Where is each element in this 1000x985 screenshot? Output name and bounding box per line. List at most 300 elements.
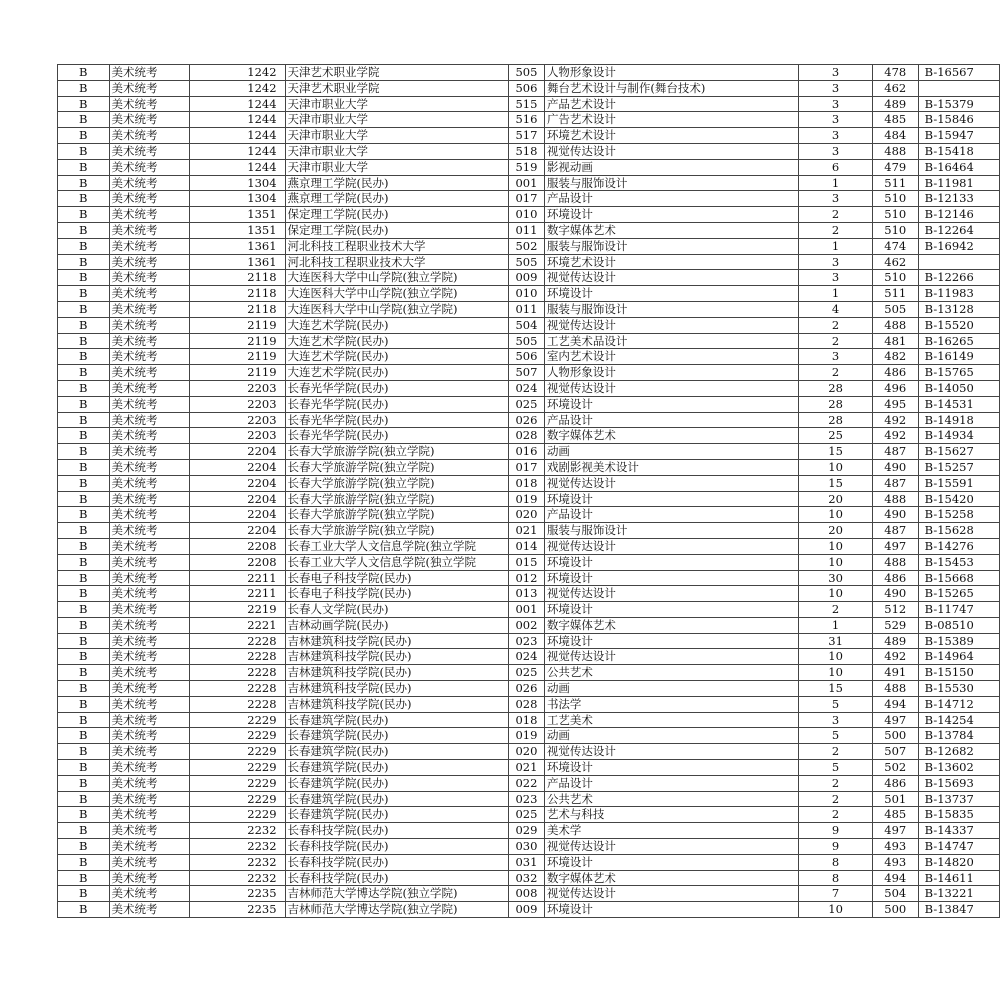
batch-cell: B [58, 570, 110, 586]
table-row [58, 459, 1000, 475]
batch-cell: B [58, 586, 110, 602]
plan-count-cell: 5 [799, 696, 873, 712]
table-row [58, 649, 1000, 665]
table-row [58, 238, 1000, 254]
batch-cell: B [58, 175, 110, 191]
school-code-cell: 2229 [190, 775, 286, 791]
major-code-cell: 017 [509, 191, 545, 207]
school-name-cell: 长春科技学院(民办) [285, 839, 508, 855]
rank-cell: B-14050 [918, 380, 999, 396]
category-cell: 美术统考 [109, 665, 190, 681]
school-code-cell: 1244 [190, 159, 286, 175]
category-cell: 美术统考 [109, 491, 190, 507]
major-code-cell: 020 [509, 744, 545, 760]
batch-cell: B [58, 475, 110, 491]
category-cell: 美术统考 [109, 254, 190, 270]
school-code-cell: 2204 [190, 507, 286, 523]
table-row [58, 712, 1000, 728]
school-code-cell: 2204 [190, 523, 286, 539]
category-cell: 美术统考 [109, 222, 190, 238]
major-code-cell: 009 [509, 270, 545, 286]
rank-cell: B-14712 [918, 696, 999, 712]
category-cell: 美术统考 [109, 475, 190, 491]
batch-cell: B [58, 365, 110, 381]
plan-count-cell: 2 [799, 317, 873, 333]
major-name-cell: 环境设计 [544, 491, 798, 507]
table-row [58, 396, 1000, 412]
major-code-cell: 001 [509, 602, 545, 618]
major-code-cell: 011 [509, 301, 545, 317]
batch-cell: B [58, 207, 110, 223]
category-cell: 美术统考 [109, 143, 190, 159]
school-name-cell: 河北科技工程职业技术大学 [285, 254, 508, 270]
school-code-cell: 2204 [190, 491, 286, 507]
school-name-cell: 吉林建筑科技学院(民办) [285, 649, 508, 665]
table-row [58, 270, 1000, 286]
school-code-cell: 1242 [190, 65, 286, 81]
table-row [58, 617, 1000, 633]
category-cell: 美术统考 [109, 791, 190, 807]
batch-cell: B [58, 128, 110, 144]
batch-cell: B [58, 396, 110, 412]
school-name-cell: 长春电子科技学院(民办) [285, 570, 508, 586]
table-row [58, 681, 1000, 697]
min-score-cell: 489 [872, 633, 918, 649]
min-score-cell: 493 [872, 854, 918, 870]
school-code-cell: 2211 [190, 586, 286, 602]
major-name-cell: 视觉传达设计 [544, 839, 798, 855]
major-name-cell: 产品设计 [544, 507, 798, 523]
category-cell: 美术统考 [109, 96, 190, 112]
school-code-cell: 2203 [190, 412, 286, 428]
category-cell: 美术统考 [109, 412, 190, 428]
category-cell: 美术统考 [109, 586, 190, 602]
school-code-cell: 2229 [190, 712, 286, 728]
min-score-cell: 511 [872, 286, 918, 302]
table-row [58, 523, 1000, 539]
school-code-cell: 1244 [190, 112, 286, 128]
category-cell: 美术统考 [109, 428, 190, 444]
plan-count-cell: 1 [799, 286, 873, 302]
major-name-cell: 视觉传达设计 [544, 380, 798, 396]
min-score-cell: 507 [872, 744, 918, 760]
rank-cell: B-13602 [918, 760, 999, 776]
school-code-cell: 2203 [190, 396, 286, 412]
school-code-cell: 2119 [190, 349, 286, 365]
school-name-cell: 河北科技工程职业技术大学 [285, 238, 508, 254]
min-score-cell: 511 [872, 175, 918, 191]
rank-cell: B-16942 [918, 238, 999, 254]
plan-count-cell: 8 [799, 870, 873, 886]
plan-count-cell: 3 [799, 65, 873, 81]
category-cell: 美术统考 [109, 633, 190, 649]
min-score-cell: 529 [872, 617, 918, 633]
major-code-cell: 001 [509, 175, 545, 191]
major-code-cell: 021 [509, 760, 545, 776]
school-code-cell: 1304 [190, 175, 286, 191]
table-row [58, 665, 1000, 681]
table-row [58, 365, 1000, 381]
major-name-cell: 视觉传达设计 [544, 143, 798, 159]
rank-cell: B-12682 [918, 744, 999, 760]
school-name-cell: 长春科技学院(民办) [285, 854, 508, 870]
category-cell: 美术统考 [109, 854, 190, 870]
major-name-cell: 工艺美术品设计 [544, 333, 798, 349]
school-name-cell: 保定理工学院(民办) [285, 207, 508, 223]
rank-cell: B-15265 [918, 586, 999, 602]
major-name-cell: 环境设计 [544, 570, 798, 586]
batch-cell: B [58, 65, 110, 81]
rank-cell [918, 80, 999, 96]
table-row [58, 128, 1000, 144]
major-name-cell: 视觉传达设计 [544, 538, 798, 554]
batch-cell: B [58, 96, 110, 112]
plan-count-cell: 10 [799, 507, 873, 523]
school-name-cell: 大连医科大学中山学院(独立学院) [285, 270, 508, 286]
min-score-cell: 490 [872, 507, 918, 523]
min-score-cell: 487 [872, 523, 918, 539]
plan-count-cell: 25 [799, 428, 873, 444]
school-code-cell: 2119 [190, 317, 286, 333]
category-cell: 美术统考 [109, 681, 190, 697]
school-code-cell: 2119 [190, 365, 286, 381]
major-name-cell: 视觉传达设计 [544, 886, 798, 902]
major-code-cell: 010 [509, 286, 545, 302]
school-name-cell: 吉林建筑科技学院(民办) [285, 633, 508, 649]
rank-cell: B-15453 [918, 554, 999, 570]
school-code-cell: 1361 [190, 238, 286, 254]
min-score-cell: 479 [872, 159, 918, 175]
min-score-cell: 489 [872, 96, 918, 112]
major-code-cell: 505 [509, 65, 545, 81]
batch-cell: B [58, 333, 110, 349]
min-score-cell: 486 [872, 775, 918, 791]
school-name-cell: 长春光华学院(民办) [285, 428, 508, 444]
major-name-cell: 环境设计 [544, 854, 798, 870]
min-score-cell: 488 [872, 491, 918, 507]
plan-count-cell: 10 [799, 554, 873, 570]
major-name-cell: 环境设计 [544, 602, 798, 618]
school-code-cell: 2229 [190, 791, 286, 807]
batch-cell: B [58, 791, 110, 807]
rank-cell: B-15627 [918, 444, 999, 460]
rank-cell: B-15258 [918, 507, 999, 523]
min-score-cell: 490 [872, 459, 918, 475]
rank-cell: B-14820 [918, 854, 999, 870]
min-score-cell: 496 [872, 380, 918, 396]
major-code-cell: 031 [509, 854, 545, 870]
school-code-cell: 2118 [190, 301, 286, 317]
school-name-cell: 天津市职业大学 [285, 112, 508, 128]
min-score-cell: 488 [872, 317, 918, 333]
table-row [58, 191, 1000, 207]
rank-cell: B-14531 [918, 396, 999, 412]
table-row [58, 570, 1000, 586]
category-cell: 美术统考 [109, 902, 190, 918]
school-name-cell: 吉林建筑科技学院(民办) [285, 681, 508, 697]
plan-count-cell: 9 [799, 823, 873, 839]
table-row [58, 807, 1000, 823]
plan-count-cell: 31 [799, 633, 873, 649]
major-name-cell: 影视动画 [544, 159, 798, 175]
table-row [58, 886, 1000, 902]
major-code-cell: 017 [509, 459, 545, 475]
plan-count-cell: 4 [799, 301, 873, 317]
school-name-cell: 大连艺术学院(民办) [285, 333, 508, 349]
min-score-cell: 510 [872, 207, 918, 223]
category-cell: 美术统考 [109, 65, 190, 81]
school-name-cell: 长春大学旅游学院(独立学院) [285, 444, 508, 460]
plan-count-cell: 28 [799, 396, 873, 412]
school-code-cell: 2211 [190, 570, 286, 586]
min-score-cell: 488 [872, 681, 918, 697]
rank-cell: B-13128 [918, 301, 999, 317]
batch-cell: B [58, 428, 110, 444]
min-score-cell: 497 [872, 823, 918, 839]
batch-cell: B [58, 491, 110, 507]
school-name-cell: 吉林动画学院(民办) [285, 617, 508, 633]
major-name-cell: 环境设计 [544, 633, 798, 649]
table-row [58, 65, 1000, 81]
category-cell: 美术统考 [109, 807, 190, 823]
major-name-cell: 动画 [544, 444, 798, 460]
min-score-cell: 505 [872, 301, 918, 317]
rank-cell: B-16567 [918, 65, 999, 81]
batch-cell: B [58, 301, 110, 317]
major-code-cell: 015 [509, 554, 545, 570]
school-code-cell: 2219 [190, 602, 286, 618]
major-code-cell: 022 [509, 775, 545, 791]
school-code-cell: 2203 [190, 380, 286, 396]
min-score-cell: 492 [872, 428, 918, 444]
table-row [58, 80, 1000, 96]
rank-cell: B-16149 [918, 349, 999, 365]
major-name-cell: 环境设计 [544, 207, 798, 223]
min-score-cell: 497 [872, 538, 918, 554]
major-name-cell: 广告艺术设计 [544, 112, 798, 128]
major-code-cell: 019 [509, 491, 545, 507]
major-code-cell: 025 [509, 665, 545, 681]
plan-count-cell: 3 [799, 112, 873, 128]
min-score-cell: 487 [872, 444, 918, 460]
table-row [58, 96, 1000, 112]
school-code-cell: 2204 [190, 459, 286, 475]
major-name-cell: 书法学 [544, 696, 798, 712]
school-code-cell: 2208 [190, 538, 286, 554]
category-cell: 美术统考 [109, 80, 190, 96]
major-code-cell: 026 [509, 681, 545, 697]
major-name-cell: 环境设计 [544, 760, 798, 776]
school-code-cell: 1361 [190, 254, 286, 270]
major-name-cell: 服装与服饰设计 [544, 175, 798, 191]
min-score-cell: 510 [872, 191, 918, 207]
major-name-cell: 服装与服饰设计 [544, 238, 798, 254]
batch-cell: B [58, 507, 110, 523]
plan-count-cell: 2 [799, 807, 873, 823]
rank-cell: B-16265 [918, 333, 999, 349]
plan-count-cell: 20 [799, 491, 873, 507]
plan-count-cell: 2 [799, 791, 873, 807]
major-code-cell: 024 [509, 649, 545, 665]
plan-count-cell: 3 [799, 191, 873, 207]
school-name-cell: 吉林建筑科技学院(民办) [285, 696, 508, 712]
school-code-cell: 2228 [190, 633, 286, 649]
plan-count-cell: 15 [799, 475, 873, 491]
batch-cell: B [58, 554, 110, 570]
table-row [58, 222, 1000, 238]
batch-cell: B [58, 744, 110, 760]
plan-count-cell: 15 [799, 444, 873, 460]
school-name-cell: 大连艺术学院(民办) [285, 349, 508, 365]
plan-count-cell: 1 [799, 175, 873, 191]
school-code-cell: 2208 [190, 554, 286, 570]
major-name-cell: 产品设计 [544, 775, 798, 791]
min-score-cell: 502 [872, 760, 918, 776]
table-row [58, 475, 1000, 491]
category-cell: 美术统考 [109, 301, 190, 317]
min-score-cell: 490 [872, 586, 918, 602]
major-code-cell: 013 [509, 586, 545, 602]
batch-cell: B [58, 728, 110, 744]
category-cell: 美术统考 [109, 270, 190, 286]
min-score-cell: 491 [872, 665, 918, 681]
category-cell: 美术统考 [109, 317, 190, 333]
school-name-cell: 长春光华学院(民办) [285, 412, 508, 428]
rank-cell: B-14918 [918, 412, 999, 428]
batch-cell: B [58, 349, 110, 365]
min-score-cell: 485 [872, 112, 918, 128]
major-code-cell: 515 [509, 96, 545, 112]
min-score-cell: 493 [872, 839, 918, 855]
major-name-cell: 人物形象设计 [544, 65, 798, 81]
plan-count-cell: 8 [799, 854, 873, 870]
major-name-cell: 戏剧影视美术设计 [544, 459, 798, 475]
rank-cell: B-14747 [918, 839, 999, 855]
table-row [58, 633, 1000, 649]
min-score-cell: 492 [872, 649, 918, 665]
table-row [58, 775, 1000, 791]
school-name-cell: 大连医科大学中山学院(独立学院) [285, 286, 508, 302]
table-row [58, 175, 1000, 191]
table-row [58, 254, 1000, 270]
school-name-cell: 长春电子科技学院(民办) [285, 586, 508, 602]
major-code-cell: 018 [509, 475, 545, 491]
major-code-cell: 506 [509, 349, 545, 365]
school-name-cell: 长春大学旅游学院(独立学院) [285, 523, 508, 539]
plan-count-cell: 2 [799, 744, 873, 760]
rank-cell: B-14934 [918, 428, 999, 444]
plan-count-cell: 3 [799, 143, 873, 159]
rank-cell: B-13784 [918, 728, 999, 744]
school-code-cell: 2228 [190, 696, 286, 712]
school-name-cell: 大连医科大学中山学院(独立学院) [285, 301, 508, 317]
rank-cell: B-15591 [918, 475, 999, 491]
rank-cell: B-15379 [918, 96, 999, 112]
plan-count-cell: 5 [799, 760, 873, 776]
min-score-cell: 510 [872, 222, 918, 238]
school-name-cell: 长春科技学院(民办) [285, 870, 508, 886]
min-score-cell: 501 [872, 791, 918, 807]
table-row [58, 839, 1000, 855]
major-name-cell: 动画 [544, 728, 798, 744]
school-name-cell: 长春科技学院(民办) [285, 823, 508, 839]
category-cell: 美术统考 [109, 396, 190, 412]
plan-count-cell: 2 [799, 775, 873, 791]
plan-count-cell: 28 [799, 380, 873, 396]
batch-cell: B [58, 191, 110, 207]
major-name-cell: 环境设计 [544, 554, 798, 570]
major-name-cell: 服装与服饰设计 [544, 523, 798, 539]
school-code-cell: 1242 [190, 80, 286, 96]
rank-cell: B-14254 [918, 712, 999, 728]
rank-cell: B-16464 [918, 159, 999, 175]
min-score-cell: 485 [872, 807, 918, 823]
major-code-cell: 032 [509, 870, 545, 886]
plan-count-cell: 28 [799, 412, 873, 428]
school-code-cell: 2235 [190, 886, 286, 902]
batch-cell: B [58, 617, 110, 633]
school-code-cell: 2204 [190, 475, 286, 491]
category-cell: 美术统考 [109, 839, 190, 855]
batch-cell: B [58, 523, 110, 539]
min-score-cell: 481 [872, 333, 918, 349]
school-code-cell: 2228 [190, 681, 286, 697]
admission-table [57, 64, 1000, 918]
school-code-cell: 2221 [190, 617, 286, 633]
batch-cell: B [58, 238, 110, 254]
batch-cell: B [58, 807, 110, 823]
major-code-cell: 009 [509, 902, 545, 918]
school-name-cell: 天津艺术职业学院 [285, 80, 508, 96]
major-code-cell: 502 [509, 238, 545, 254]
batch-cell: B [58, 902, 110, 918]
school-name-cell: 大连艺术学院(民办) [285, 365, 508, 381]
rank-cell: B-13847 [918, 902, 999, 918]
batch-cell: B [58, 254, 110, 270]
batch-cell: B [58, 870, 110, 886]
plan-count-cell: 1 [799, 617, 873, 633]
plan-count-cell: 2 [799, 222, 873, 238]
school-code-cell: 1244 [190, 128, 286, 144]
table-row [58, 143, 1000, 159]
major-code-cell: 011 [509, 222, 545, 238]
table-row [58, 728, 1000, 744]
school-name-cell: 长春建筑学院(民办) [285, 807, 508, 823]
major-code-cell: 010 [509, 207, 545, 223]
table-row [58, 507, 1000, 523]
category-cell: 美术统考 [109, 112, 190, 128]
major-code-cell: 507 [509, 365, 545, 381]
table-row [58, 823, 1000, 839]
batch-cell: B [58, 823, 110, 839]
major-name-cell: 工艺美术 [544, 712, 798, 728]
batch-cell: B [58, 696, 110, 712]
batch-cell: B [58, 286, 110, 302]
school-code-cell: 1244 [190, 143, 286, 159]
plan-count-cell: 15 [799, 681, 873, 697]
major-code-cell: 030 [509, 839, 545, 855]
rank-cell: B-13737 [918, 791, 999, 807]
plan-count-cell: 10 [799, 538, 873, 554]
major-name-cell: 艺术与科技 [544, 807, 798, 823]
plan-count-cell: 10 [799, 586, 873, 602]
min-score-cell: 512 [872, 602, 918, 618]
school-name-cell: 长春工业大学人文信息学院(独立学院 [285, 538, 508, 554]
batch-cell: B [58, 444, 110, 460]
category-cell: 美术统考 [109, 349, 190, 365]
rank-cell: B-14337 [918, 823, 999, 839]
rank-cell: B-12266 [918, 270, 999, 286]
